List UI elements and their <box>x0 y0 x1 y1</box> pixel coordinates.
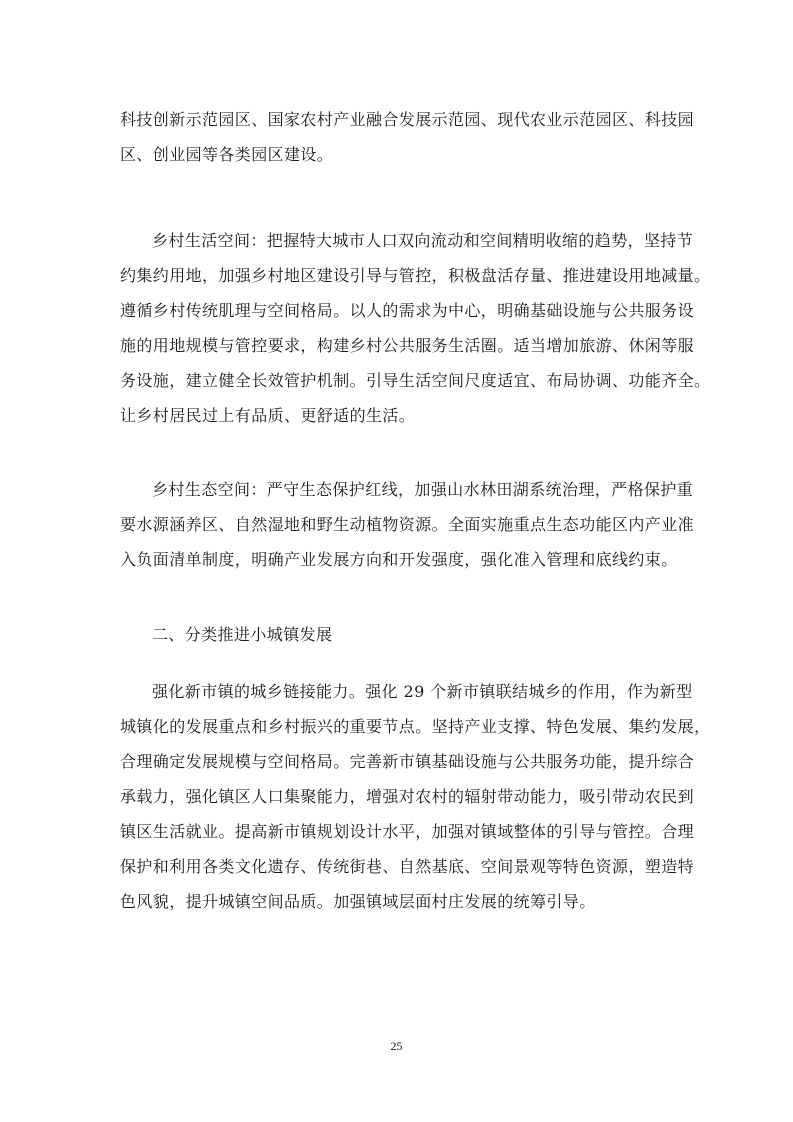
text-line: 承载力，强化镇区人口集聚能力，增强对农村的辐射带动能力，吸引带动农民到 <box>120 787 695 806</box>
paragraph-rural-living-space <box>120 223 711 433</box>
text-line: 务设施，建立健全长效管护机制。引导生活空间尺度适宜、布局协调、功能齐全。 <box>120 371 711 390</box>
text-line: 科技创新示范园区、国家农村产业融合发展示范园、现代农业示范园区、科技园 <box>120 110 695 129</box>
text-line: 镇区生活就业。提高新市镇规划设计水平，加强对镇域整体的引导与管控。合理 <box>120 822 695 841</box>
text-line: 城镇化的发展重点和乡村振兴的重要节点。坚持产业支撑、特色发展、集约发展， <box>120 717 711 736</box>
text-line: 要水源涵养区、自然湿地和野生动植物资源。全面实施重点生态功能区内产业准 <box>120 515 695 534</box>
paragraph-continuation <box>120 102 695 172</box>
text-line: 色风貌，提升城镇空间品质。加强镇域层面村庄发展的统筹引导。 <box>120 892 596 911</box>
text-line: 保护和利用各类文化遗存、传统街巷、自然基底、空间景观等特色资源，塑造特 <box>120 857 695 876</box>
text-line: 强化新市镇的城乡链接能力。强化 29 个新市镇联结城乡的作用，作为新型 <box>152 682 693 701</box>
text-line: 乡村生活空间：把握特大城市人口双向流动和空间精明收缩的趋势，坚持节 <box>152 231 694 250</box>
paragraph-rural-ecological-space <box>120 472 695 577</box>
text-line: 让乡村居民过上有品质、更舒适的生活。 <box>120 406 416 425</box>
text-line: 合理确定发展规模与空间格局。完善新市镇基础设施与公共服务功能，提升综合 <box>120 752 695 771</box>
text-line: 入负面清单制度，明确产业发展方向和开发强度，强化准入管理和底线约束。 <box>120 550 678 569</box>
text-line: 乡村生态空间：严守生态保护红线，加强山水林田湖系统治理，严格保护重 <box>152 480 694 499</box>
page-number: 25 <box>390 1039 403 1053</box>
section-heading: 二、分类推进小城镇发展 <box>152 625 333 644</box>
paragraph-new-towns <box>120 674 711 919</box>
text-line: 施的用地规模与管控要求，构建乡村公共服务生活圈。适当增加旅游、休闲等服 <box>120 336 695 355</box>
text-line: 区、创业园等各类园区建设。 <box>120 145 334 164</box>
text-line: 遵循乡村传统肌理与空间格局。以人的需求为中心，明确基础设施与公共服务设 <box>120 301 695 320</box>
text-line: 约集约用地，加强乡村地区建设引导与管控，积极盘活存量、推进建设用地减量。 <box>120 266 711 285</box>
